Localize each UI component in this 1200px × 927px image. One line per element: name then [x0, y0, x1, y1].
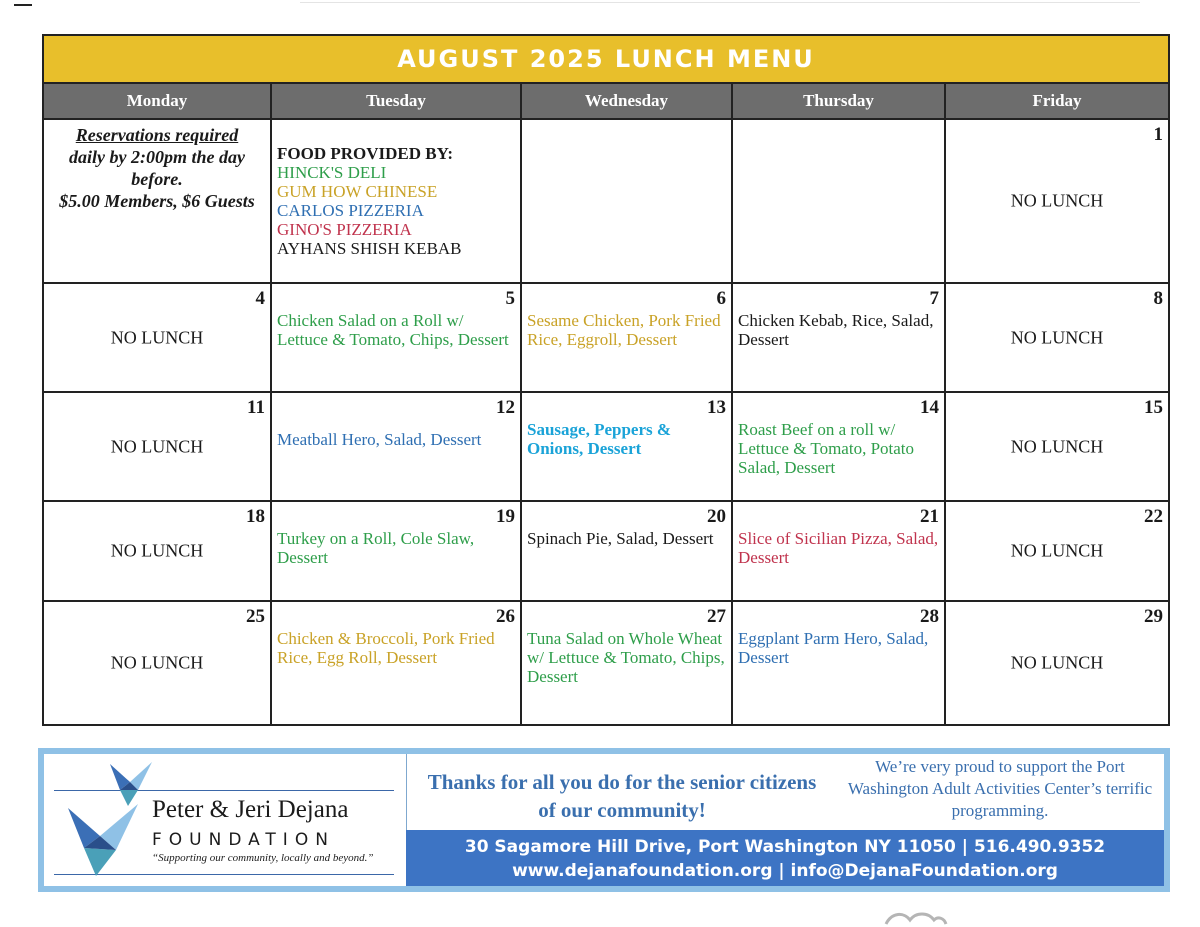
thanks-message: Thanks for all you do for the senior citizens of our community!	[427, 770, 817, 822]
day-number: 26	[496, 606, 515, 627]
lunch-calendar	[42, 34, 1170, 726]
empty-cell	[522, 120, 733, 284]
day-cell	[272, 502, 522, 602]
day-cell	[946, 393, 1168, 502]
day-number: 4	[255, 288, 265, 309]
provider-item: GINO'S PIZZERIA	[277, 220, 412, 239]
support-message: We’re very proud to support the Port Washington Adult Activities Center’s terrific programming.	[847, 757, 1153, 820]
weekday-friday: Friday	[946, 84, 1168, 120]
day-number: 29	[1144, 606, 1163, 627]
scan-line	[300, 2, 1140, 3]
day-number: 6	[716, 288, 726, 309]
day-number: 14	[920, 397, 939, 418]
day-number: 25	[246, 606, 265, 627]
food-providers	[272, 120, 522, 284]
day-cell	[522, 602, 733, 724]
provider-item: GUM HOW CHINESE	[277, 182, 438, 201]
menu-text: Chicken Salad on a Roll w/ Lettuce & Tomato, Chips, Dessert	[277, 311, 509, 349]
reservation-note-line2: daily by 2:00pm the day before.	[69, 147, 245, 189]
day-cell	[272, 284, 522, 393]
day-number: 18	[246, 506, 265, 527]
no-lunch-label: NO LUNCH	[110, 652, 204, 673]
day-cell	[733, 602, 946, 724]
weekday-thursday: Thursday	[733, 84, 946, 120]
day-cell	[733, 284, 946, 393]
menu-text: Sausage, Peppers & Onions, Dessert	[527, 420, 672, 458]
weekday-tuesday: Tuesday	[272, 84, 522, 120]
menu-text: Meatball Hero, Salad, Dessert	[277, 430, 482, 449]
day-number: 1	[1153, 124, 1163, 145]
day-cell	[44, 602, 272, 724]
provider-item: CARLOS PIZZERIA	[277, 201, 424, 220]
day-number: 8	[1153, 288, 1163, 309]
day-number: 5	[505, 288, 515, 309]
day-number: 11	[247, 397, 265, 418]
day-number: 7	[929, 288, 939, 309]
foundation-tagline: “Supporting our community, locally and beyond.”	[152, 852, 374, 864]
day-cell	[272, 393, 522, 502]
no-lunch-label: NO LUNCH	[1010, 652, 1104, 673]
day-cell	[44, 284, 272, 393]
foundation-name: Peter & Jeri Dejana	[152, 796, 349, 823]
menu-text: Spinach Pie, Salad, Dessert	[527, 529, 714, 548]
weekday-monday: Monday	[44, 84, 272, 120]
day-cell	[946, 502, 1168, 602]
sponsor-banner	[38, 748, 1170, 892]
logo-rule	[54, 790, 394, 791]
reservation-note-line3: $5.00 Members, $6 Guests	[59, 191, 255, 211]
day-number: 28	[920, 606, 939, 627]
reservation-note	[44, 120, 272, 284]
foundation-logo	[44, 754, 407, 878]
menu-text: Roast Beef on a roll w/ Lettuce & Tomato, Potato Salad, Dessert	[738, 420, 915, 477]
day-cell	[522, 393, 733, 502]
menu-text: Tuna Salad on Whole Wheat w/ Lettuce & Tomato, Chips, Dessert	[527, 629, 725, 686]
menu-text: Turkey on a Roll, Cole Slaw, Dessert	[277, 529, 475, 567]
contact-bar	[406, 830, 1164, 886]
dove-icon	[66, 800, 140, 878]
menu-text: Chicken & Broccoli, Pork Fried Rice, Egg Roll, Dessert	[277, 629, 495, 667]
day-cell	[272, 602, 522, 724]
no-lunch-label: NO LUNCH	[110, 436, 204, 456]
no-lunch-label: NO LUNCH	[110, 540, 204, 561]
day-cell	[733, 502, 946, 602]
day-number: 13	[707, 397, 726, 418]
no-lunch-label: NO LUNCH	[1010, 327, 1104, 347]
day-cell	[44, 393, 272, 502]
menu-text: Sesame Chicken, Pork Fried Rice, Eggroll, Dessert	[527, 311, 721, 349]
day-cell	[946, 602, 1168, 724]
no-lunch-label: NO LUNCH	[110, 327, 204, 347]
day-cell	[44, 502, 272, 602]
address-line: 30 Sagamore Hill Drive, Port Washington NY 11050 | 516.490.9352	[464, 837, 1106, 857]
day-cell	[946, 120, 1168, 284]
menu-text: Eggplant Parm Hero, Salad, Dessert	[738, 629, 929, 667]
web-email-line: www.dejanafoundation.org | info@DejanaFoundation.org	[512, 861, 1058, 881]
day-number: 19	[496, 506, 515, 527]
day-number: 21	[920, 506, 939, 527]
provider-item: HINCK'S DELI	[277, 163, 387, 182]
foundation-label: FOUNDATION	[152, 830, 335, 850]
sponsor-banner-inner	[44, 754, 1164, 886]
no-lunch-label: NO LUNCH	[1010, 540, 1104, 561]
menu-text: Chicken Kebab, Rice, Salad, Dessert	[738, 311, 934, 349]
calendar-title: AUGUST 2025 LUNCH MENU	[44, 36, 1168, 84]
scan-mark	[14, 4, 32, 6]
day-number: 27	[707, 606, 726, 627]
food-providers-heading: FOOD PROVIDED BY:	[277, 144, 453, 163]
day-cell	[522, 502, 733, 602]
weekday-wednesday: Wednesday	[522, 84, 733, 120]
provider-item: AYHANS SHISH KEBAB	[277, 239, 462, 258]
menu-text: Slice of Sicilian Pizza, Salad, Dessert	[738, 529, 939, 567]
day-number: 15	[1144, 397, 1163, 418]
day-cell	[946, 284, 1168, 393]
day-cell	[522, 284, 733, 393]
reservation-note-line1: Reservations required	[75, 125, 239, 145]
day-number: 22	[1144, 506, 1163, 527]
no-lunch-label: NO LUNCH	[1010, 190, 1104, 211]
no-lunch-label: NO LUNCH	[1010, 436, 1104, 456]
day-number: 20	[707, 506, 726, 527]
day-number: 12	[496, 397, 515, 418]
day-cell	[733, 393, 946, 502]
scan-smudge	[880, 908, 950, 926]
empty-cell	[733, 120, 946, 284]
